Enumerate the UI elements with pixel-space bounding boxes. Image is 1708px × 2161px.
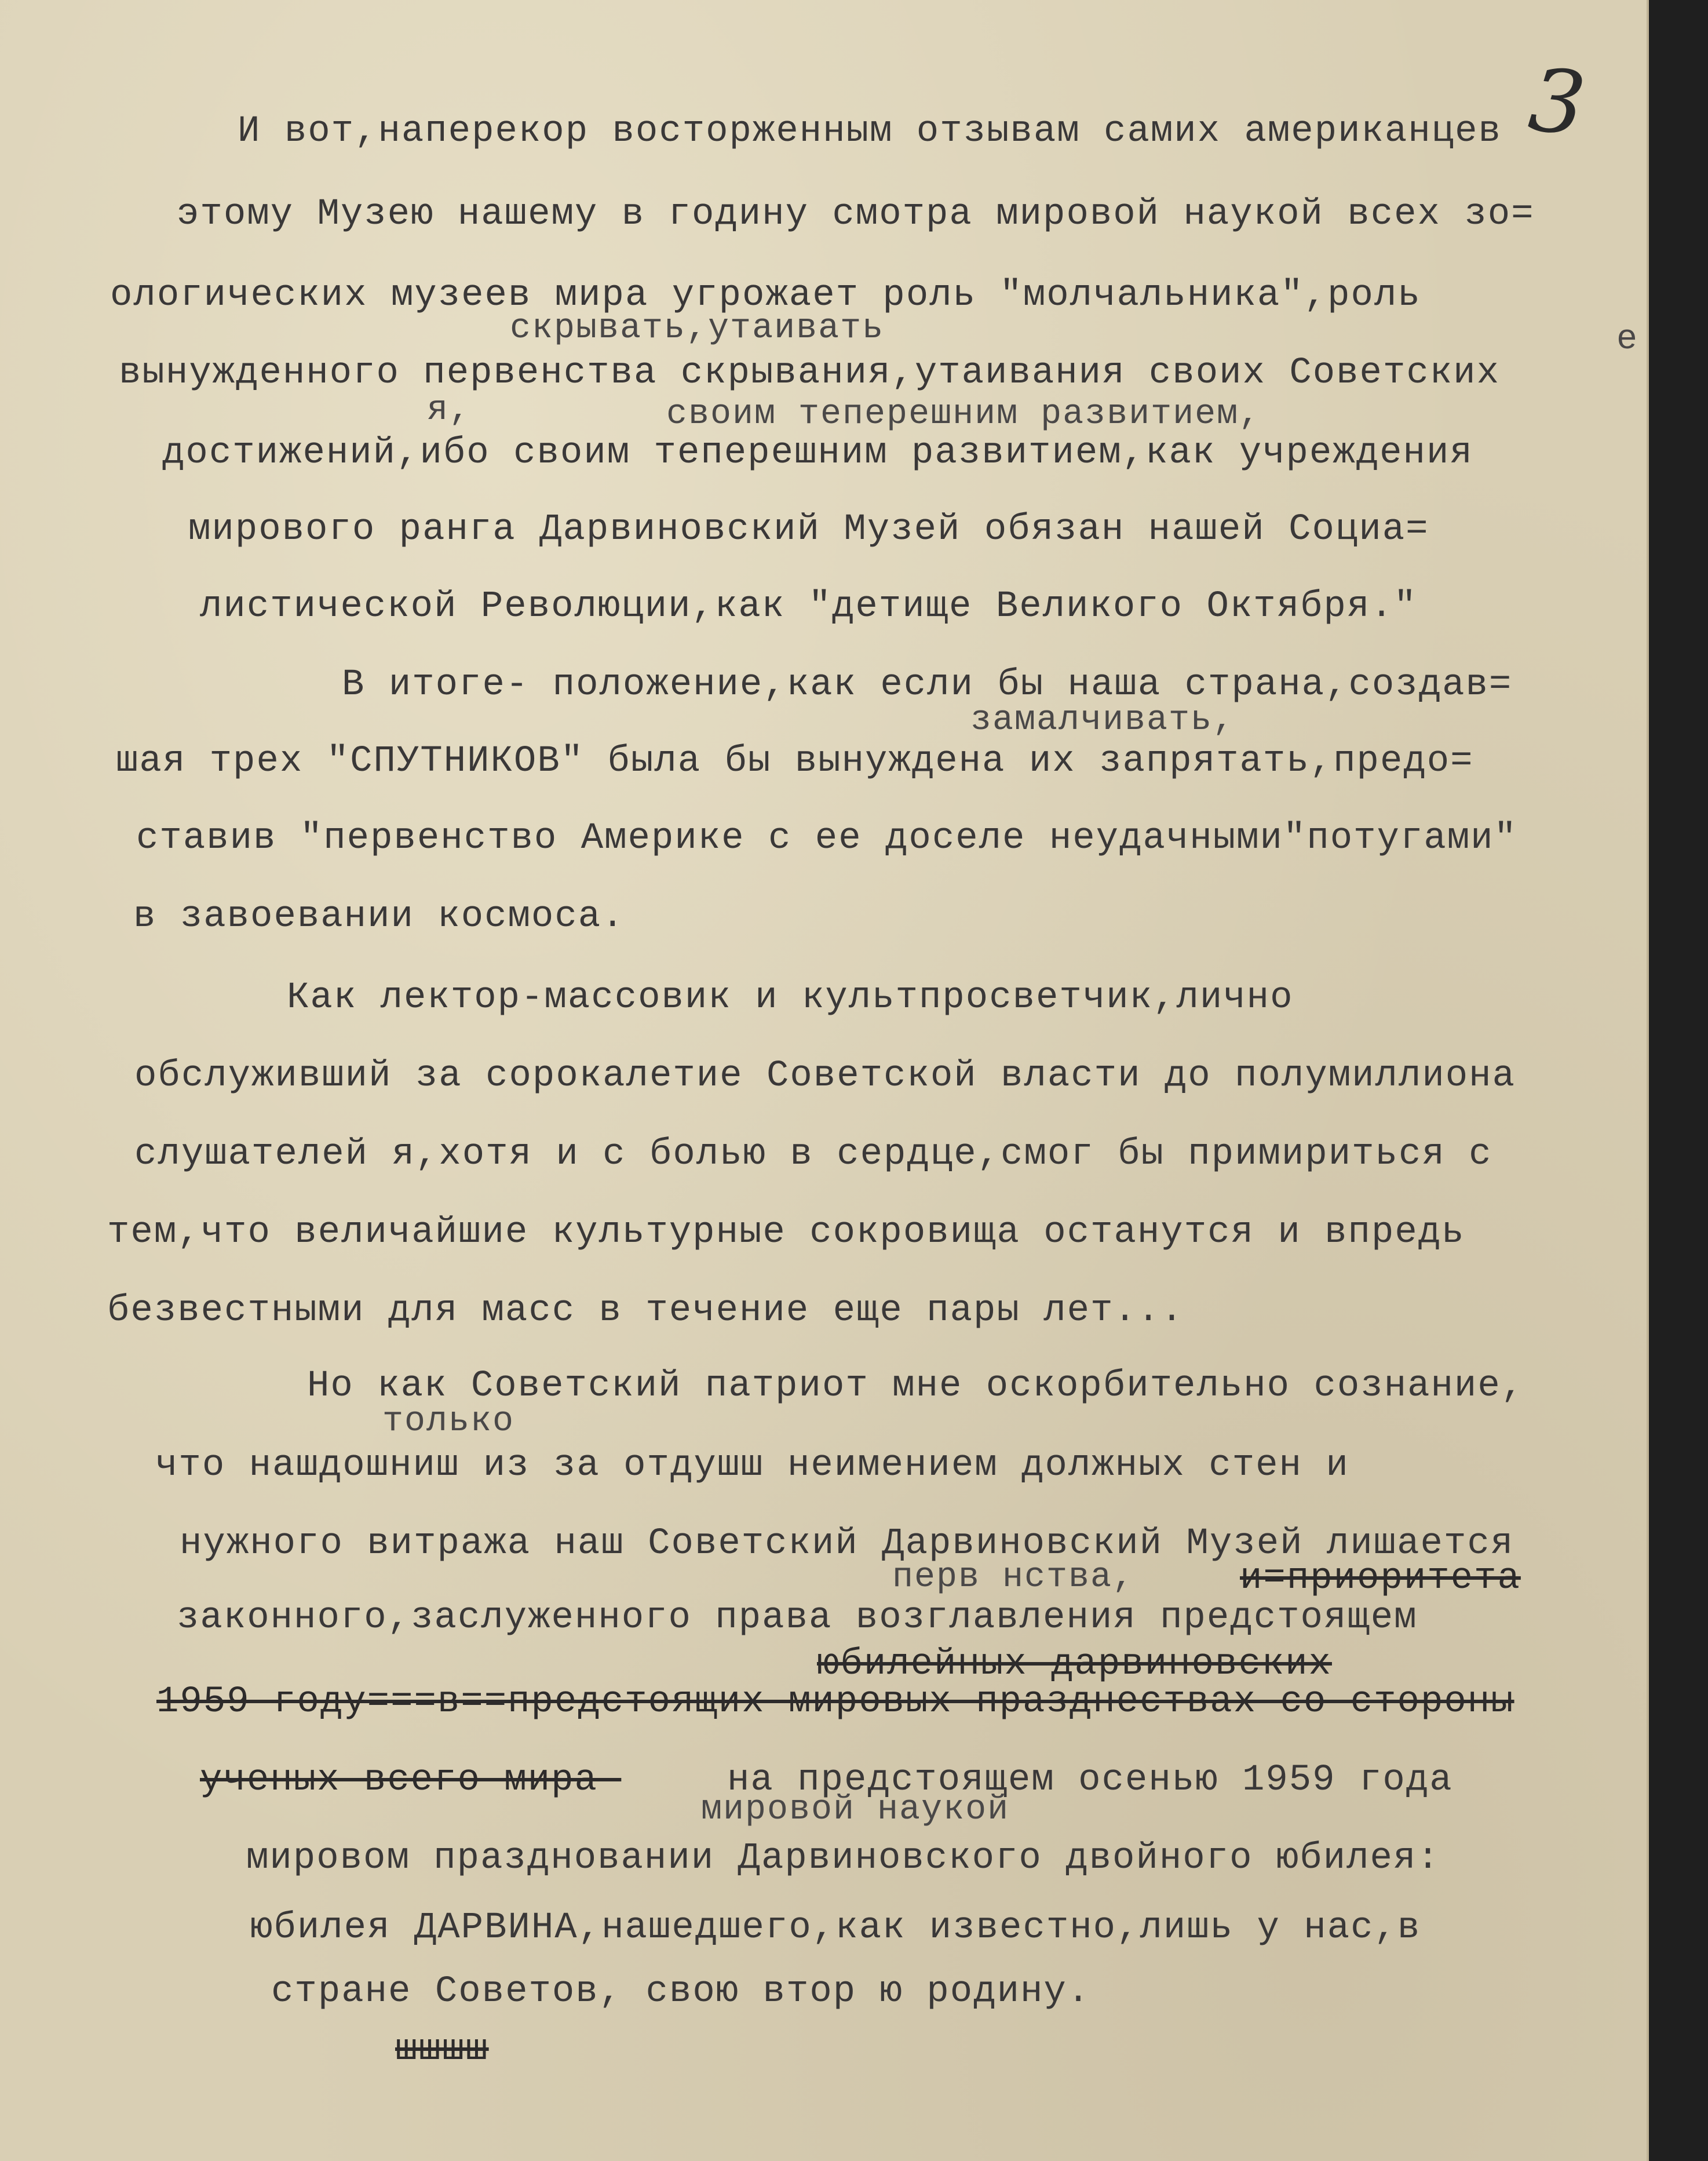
text-line: И вот,наперекор восторженным отзывам самих американцев — [238, 111, 1502, 152]
text-line: этому Музею нашему в годину смотра мировой наукой всех зо= — [177, 194, 1535, 235]
struck-text: и=приоритета — [1240, 1558, 1521, 1599]
struck-text: 1959 году===в==предстоящих-мировых-празднествах-со-стороны — [156, 1681, 1514, 1723]
text-line: Но как Советский патриот мне оскорбительно сознание, — [307, 1365, 1525, 1407]
text-line: стране Советов, свою втор ю родину. — [271, 1971, 1091, 2013]
text-line: на предстоящем осенью 1959 года — [727, 1759, 1453, 1801]
text-line: обслуживший за сорокалетие Советской власти до полумиллиона — [134, 1055, 1516, 1097]
struck-text: шшшш — [395, 2029, 489, 2071]
handwritten-insertion: только — [382, 1402, 515, 1441]
page-number: 3 — [1524, 49, 1590, 156]
text-line: нужного витража наш Советский Дарвиновский Музей лишается — [180, 1523, 1514, 1565]
text-line: ологических музеев мира угрожает роль "молчальника",роль — [110, 275, 1421, 316]
handwritten-insertion: перв нства, — [892, 1558, 1135, 1597]
handwritten-insertion: мировой наукой — [701, 1790, 1010, 1830]
text-line: юбилея ДАРВИНА,нашедшего,как известно,лишь у нас,в — [250, 1907, 1421, 1949]
text-line: тем,что величайшие культурные сокровища останутся и впредь — [107, 1212, 1465, 1253]
text-line: безвестными для масс в течение еще пары лет... — [107, 1290, 1184, 1332]
text-line: В итоге- положение,как если бы наша страна,создав= — [342, 664, 1513, 706]
text-line: Как лектор-массовик и культпросветчик,лично — [287, 977, 1294, 1019]
struck-text: юбилейных-дарвиновских — [817, 1643, 1332, 1685]
handwritten-insertion: скрывать,утаивать — [510, 309, 885, 348]
struck-text: ученых-всего-мира- — [200, 1759, 622, 1801]
text-line: в завоевании космоса. — [133, 896, 625, 938]
handwritten-insertion: е — [1616, 320, 1639, 359]
text-line: вынужденного первенства скрывания,утаивания своих Советских — [119, 352, 1500, 394]
text-line: слушателей я,хотя и с болью в сердце,смог бы примириться с — [134, 1134, 1492, 1175]
text-line: листической Революции,как "детище Великого Октября." — [200, 586, 1418, 628]
text-line: что нашдошниш из за отдушш неимением должных стен и — [155, 1445, 1349, 1486]
text-line: достижений,ибо своим теперешним развитием,как учреждения — [162, 432, 1473, 474]
handwritten-insertion: я, — [427, 391, 472, 430]
text-line: мирового ранга Дарвиновский Музей обязан нашей Социа= — [188, 509, 1429, 551]
handwritten-insertion: замалчивать, — [970, 701, 1235, 740]
handwritten-insertion: своим теперешним развитием, — [666, 395, 1261, 434]
text-line: шая трех "СПУТНИКОВ" была бы вынуждена их запрятать,предо= — [116, 741, 1474, 782]
text-line: мировом праздновании Дарвиновского двойного юбилея: — [246, 1838, 1440, 1879]
text-line: законного,заслуженного права возглавления предстоящем — [177, 1597, 1418, 1639]
text-line: ставив "первенство Америке с ее доселе неудачными"потугами" — [136, 818, 1517, 859]
